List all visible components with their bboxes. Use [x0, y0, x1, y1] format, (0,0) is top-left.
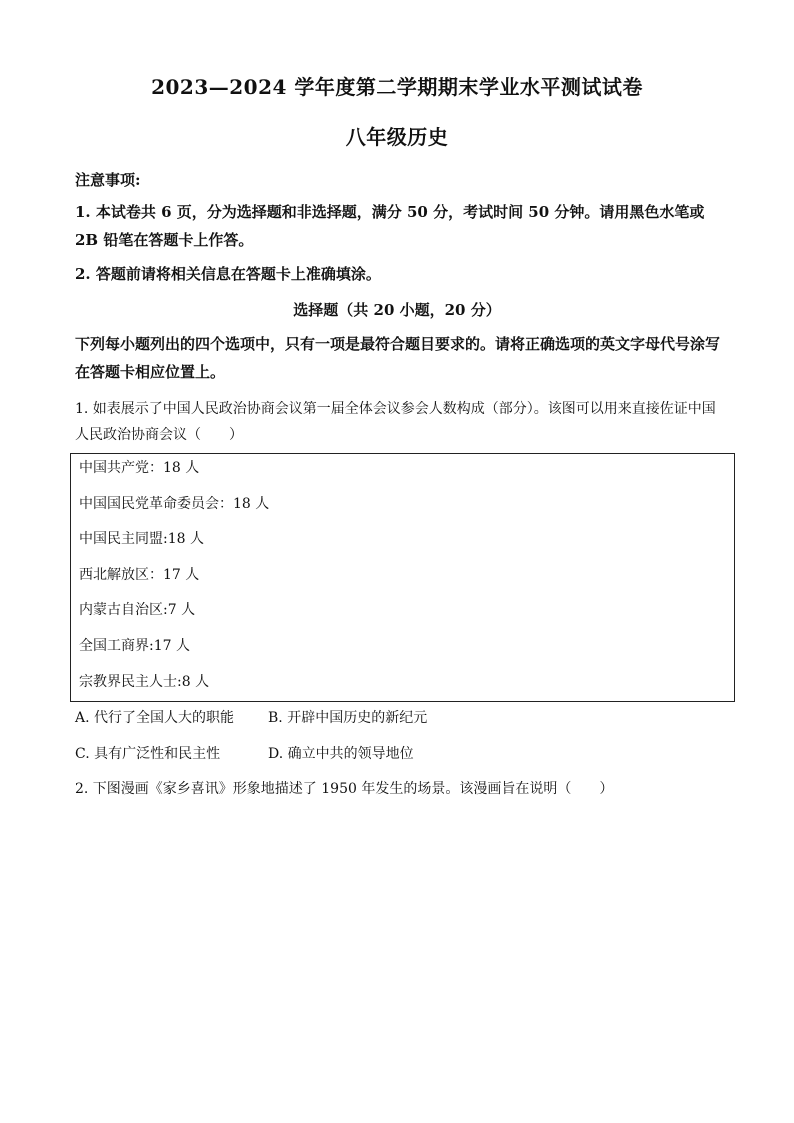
notice-item-1: 1. 本试卷共 6 页，分为选择题和非选择题，满分 50 分，考试时间 50 分钟。请用黑色水笔或 2B 铅笔在答题卡上作答。: [75, 203, 705, 249]
table-row: 全国工商界:17 人: [79, 638, 190, 654]
question-1-option-c: C. 具有广泛性和民主性: [75, 746, 221, 762]
table-row: 西北解放区：17 人: [79, 567, 200, 583]
notice-heading: 注意事项:: [75, 171, 141, 189]
section-title: 选择题（共 20 小题，20 分）: [293, 301, 501, 319]
table-row: 宗教界民主人士:8 人: [79, 674, 210, 690]
table-row: 中国国民党革命委员会：18 人: [79, 496, 270, 512]
notice-item-2: 2. 答题前请将相关信息在答题卡上准确填涂。: [75, 265, 381, 283]
question-2-stem: 2. 下图漫画《家乡喜讯》形象地描述了 1950 年发生的场景。该漫画旨在说明（ ）: [75, 781, 614, 797]
question-1-option-a: A. 代行了全国人大的职能: [75, 710, 235, 726]
table-row: 中国民主同盟:18 人: [79, 531, 204, 547]
table-row: 内蒙古自治区:7 人: [79, 602, 196, 618]
question-1-option-d: D. 确立中共的领导地位: [268, 746, 414, 762]
question-1-option-b: B. 开辟中国历史的新纪元: [268, 710, 428, 726]
question-1-stem: 1. 如表展示了中国人民政治协商会议第一届全体会议参会人数构成（部分）。该图可以用来直接佐证中国人民政治协商会议（ ）: [75, 401, 716, 443]
question-1-table: [70, 453, 735, 702]
table-row: 中国共产党：18 人: [79, 460, 200, 476]
exam-title: 2023—2024 学年度第二学期期末学业水平测试试卷: [151, 75, 643, 99]
exam-subtitle: 八年级历史: [345, 125, 449, 149]
section-instruction: 下列每小题列出的四个选项中，只有一项是最符合题目要求的。请将正确选项的英文字母代号涂写在答题卡相应位置上。: [75, 335, 721, 381]
